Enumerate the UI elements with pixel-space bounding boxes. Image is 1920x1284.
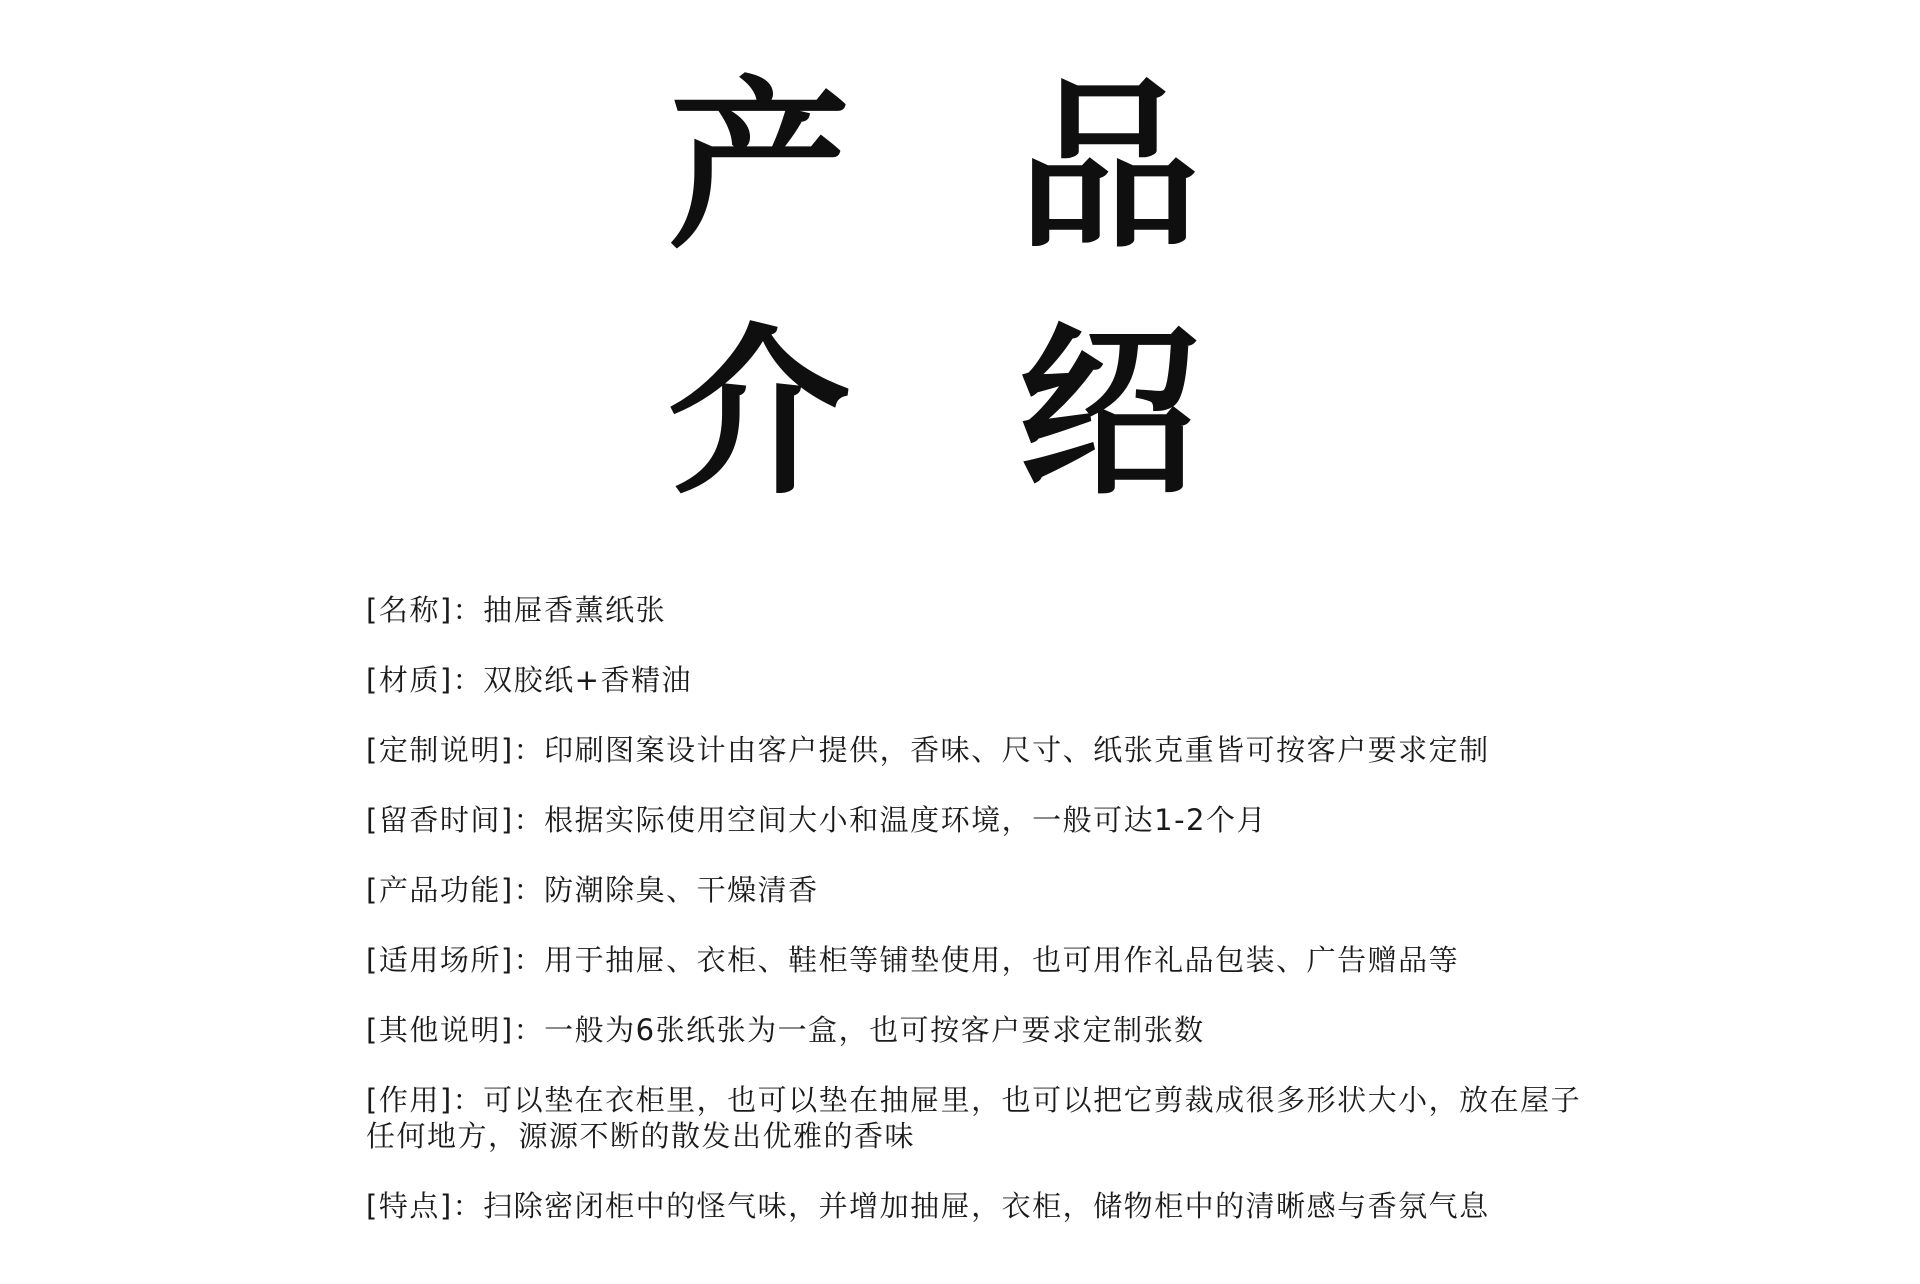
spec-value: 防潮除臭、干燥清香 <box>544 873 819 907</box>
spec-value: 可以垫在衣柜里，也可以垫在抽屉里，也可以把它剪裁成很多形状大小，放在屋子任何地方，源源不断的散发出优雅的香味 <box>366 1083 1582 1153</box>
page-title-line-1: 产 品 <box>668 61 1252 273</box>
spec-value: 抽屉香薰纸张 <box>483 593 667 627</box>
spec-value: 根据实际使用空间大小和温度环境，一般可达1-2个月 <box>544 803 1268 837</box>
spec-label: [其他说明]： <box>366 1013 545 1047</box>
spec-item-other-notes <box>366 1012 1586 1048</box>
spec-label: [材质]： <box>366 663 484 697</box>
spec-item-name <box>366 592 1586 628</box>
spec-item-fragrance-duration <box>366 802 1586 838</box>
spec-value: 印刷图案设计由客户提供，香味、尺寸、纸张克重皆可按客户要求定制 <box>544 733 1490 767</box>
spec-label: [产品功能]： <box>366 873 545 907</box>
spec-label: [适用场所]： <box>366 943 545 977</box>
spec-item-material <box>366 662 1586 698</box>
page-title-line-2: 介 绍 <box>668 307 1252 519</box>
spec-label: [名称]： <box>366 593 484 627</box>
spec-item-applicable-places <box>366 942 1586 978</box>
product-spec-list <box>366 592 1586 1258</box>
spec-label: [留香时间]： <box>366 803 545 837</box>
spec-item-customization <box>366 732 1586 768</box>
spec-item-function <box>366 872 1586 908</box>
spec-item-features <box>366 1188 1586 1224</box>
spec-value: 双胶纸+香精油 <box>483 663 692 697</box>
spec-label: [定制说明]： <box>366 733 545 767</box>
spec-value: 一般为6张纸张为一盒，也可按客户要求定制张数 <box>544 1013 1205 1047</box>
spec-value: 用于抽屉、衣柜、鞋柜等铺垫使用，也可用作礼品包装、广告赠品等 <box>544 943 1460 977</box>
spec-label: [作用]： <box>366 1083 484 1117</box>
spec-label: [特点]： <box>366 1189 484 1223</box>
spec-item-usage <box>366 1082 1586 1154</box>
spec-value: 扫除密闭柜中的怪气味，并增加抽屉，衣柜，储物柜中的清晰感与香氛气息 <box>483 1189 1490 1223</box>
